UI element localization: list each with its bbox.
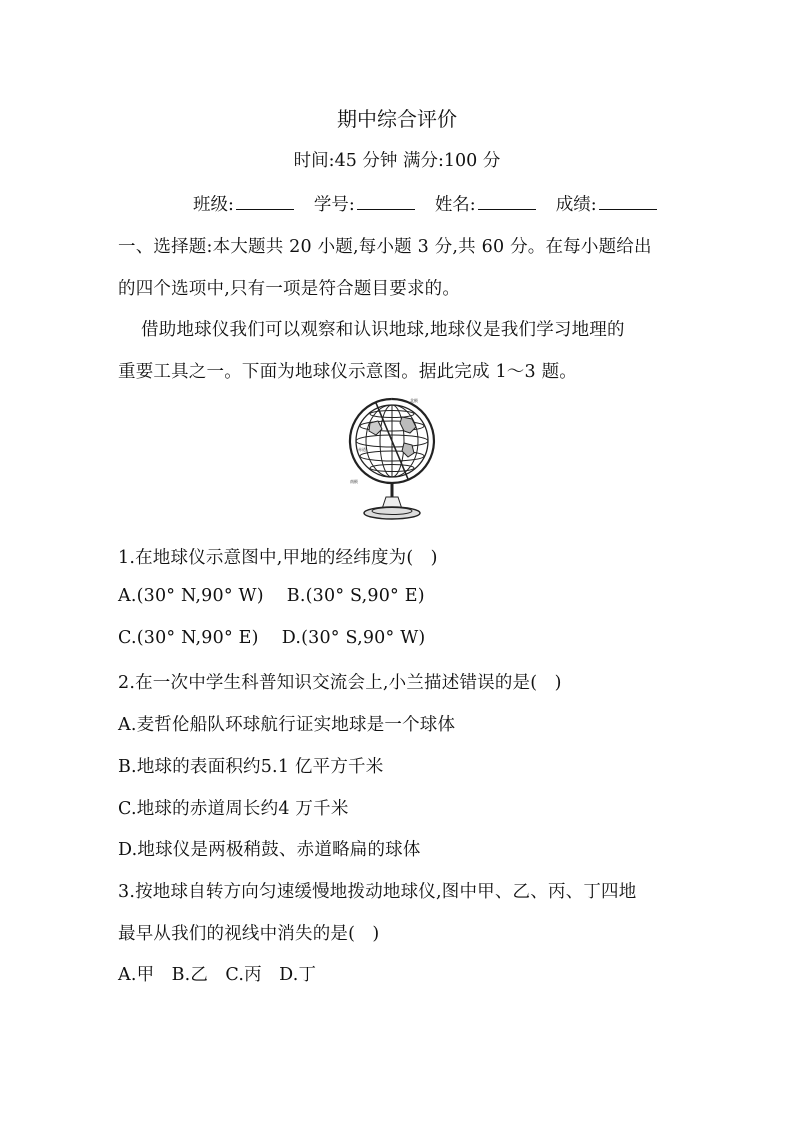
name-field[interactable] — [435, 191, 536, 216]
student-info-row — [193, 191, 657, 216]
class-label: 班级: — [193, 195, 234, 215]
stand-base — [364, 507, 420, 519]
name-label: 姓名: — [434, 195, 476, 215]
question-1-stem: 1.在地球仪示意图中,甲地的经纬度为( ) — [118, 548, 438, 568]
question-2-option-a: A.麦哲伦船队环球航行证实地球是一个球体 — [118, 715, 456, 735]
intro-paragraph-line-1: 借助地球仪我们可以观察和认识地球,地球仪是我们学习地理的 — [118, 320, 625, 340]
name-blank[interactable] — [478, 193, 536, 210]
question-3-stem-line-2: 最早从我们的视线中消失的是( ) — [118, 924, 380, 944]
question-1-options-row-2: C.(30° N,90° E) D.(30° S,90° W) — [118, 628, 426, 648]
question-2-option-b: B.地球的表面积约5.1 亿平方千米 — [118, 757, 384, 777]
question-2-option-d: D.地球仪是两极稍鼓、赤道略扁的球体 — [118, 840, 421, 860]
question-2-option-c: C.地球的赤道周长约4 万千米 — [118, 799, 349, 819]
exam-meta: 时间:45 分钟 满分:100 分 — [293, 151, 501, 171]
score-blank[interactable] — [599, 193, 657, 210]
globe-illustration — [342, 393, 442, 525]
class-field[interactable] — [193, 191, 294, 216]
question-2-stem: 2.在一次中学生科普知识交流会上,小兰描述错误的是( ) — [118, 673, 562, 693]
class-blank[interactable] — [236, 193, 294, 210]
page-title: 期中综合评价 — [337, 107, 457, 131]
continent-shape-2 — [402, 443, 414, 457]
label-equator: 赤道 — [358, 447, 366, 452]
student-number-blank[interactable] — [357, 193, 415, 210]
score-label: 成绩: — [555, 195, 597, 215]
score-field[interactable] — [556, 191, 657, 216]
label-south-pole: 南极 — [350, 479, 358, 484]
question-1-options-row-1: A.(30° N,90° W) B.(30° S,90° E) — [118, 586, 425, 606]
question-3-options: A.甲 B.乙 C.丙 D.丁 — [118, 965, 317, 985]
student-number-label: 学号: — [313, 195, 355, 215]
section-instruction-line-2: 的四个选项中,只有一项是符合题目要求的。 — [118, 279, 461, 299]
label-north-pole: 北极 — [410, 398, 418, 403]
intro-paragraph-line-2: 重要工具之一。下面为地球仪示意图。据此完成 1～3 题。 — [118, 362, 577, 382]
section-instruction-line-1: 一、选择题:本大题共 20 小题,每小题 3 分,共 60 分。在每小题给出 — [118, 237, 652, 257]
student-number-field[interactable] — [314, 191, 415, 216]
question-3-stem-line-1: 3.按地球自转方向匀速缓慢地拨动地球仪,图中甲、乙、丙、丁四地 — [118, 882, 637, 902]
